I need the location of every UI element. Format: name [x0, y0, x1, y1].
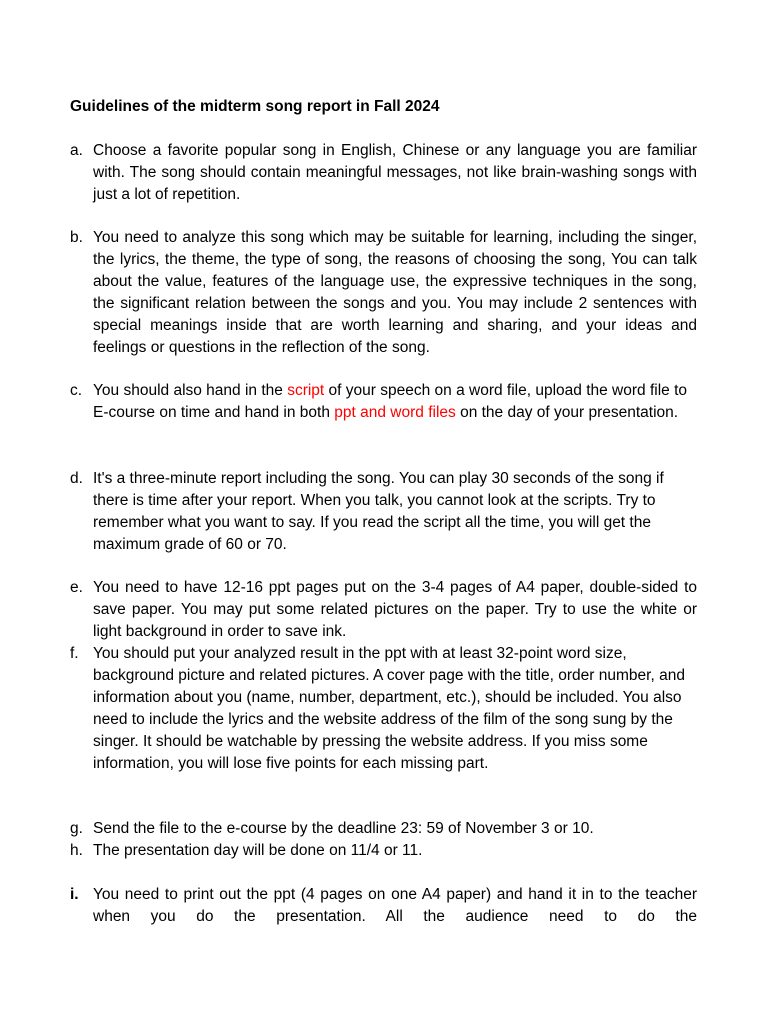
list-item-text: Choose a favorite popular song in English, Chinese or any language you are familiar with. The song should contain meaningful messages, not like brain-washing songs with just a lot of repetition.	[93, 142, 697, 203]
list-marker: f.	[70, 645, 79, 662]
list-item-text: You need to have 12-16 ppt pages put on the 3-4 pages of A4 paper, double-sided to save paper. You may put some related pictures on the paper. Try to use the white or light background in order to save ink.	[93, 579, 697, 640]
list-item-text	[93, 380, 697, 424]
list-marker: i.	[70, 886, 79, 903]
list-item-h	[70, 840, 697, 862]
list-item-f	[70, 643, 697, 775]
list-item-text: You need to analyze this song which may be suitable for learning, including the singer, the lyrics, the theme, the type of song, the reasons of choosing the song, You can talk about the value, features of the language use, the expressive techniques in the song, the significant relation between the songs and you. You may include 2 sentences with special meanings inside that are worth learning and sharing, and your ideas and feelings or questions in the reflection of the song.	[93, 229, 697, 356]
highlight-ppt-word-files: ppt and word files	[334, 404, 456, 421]
highlight-script: script	[287, 382, 325, 399]
list-marker: c.	[70, 382, 83, 399]
list-item-d	[70, 468, 697, 556]
list-item-a	[70, 140, 697, 206]
list-item-i	[70, 884, 697, 928]
text-segment: You should also hand in the	[93, 382, 288, 399]
list-item-text: Send the file to the e-course by the deadline 23: 59 of November 3 or 10.	[93, 820, 594, 837]
text-segment: on the day of your presentation.	[455, 404, 679, 421]
list-item-text: The presentation day will be done on 11/4 or 11.	[93, 842, 423, 859]
list-marker: h.	[70, 842, 83, 859]
list-marker: d.	[70, 470, 83, 487]
list-marker: b.	[70, 229, 83, 246]
list-item-g	[70, 818, 697, 840]
list-item-e	[70, 577, 697, 643]
list-item-text: It's a three-minute report including the song. You can play 30 seconds of the song if there is time after your report. When you talk, you cannot look at the scripts. Try to remember what you want to say. If you read the script all the time, you will get the maximum grade of 60 or 70.	[93, 470, 664, 553]
list-item-b	[70, 227, 697, 359]
list-marker: g.	[70, 820, 83, 837]
list-item-c	[70, 380, 697, 424]
text-segment: of your speech on a word file, upload the word file to E-course on time and hand in both	[93, 382, 687, 421]
list-marker: e.	[70, 579, 83, 596]
document-title: Guidelines of the midterm song report in Fall 2024	[70, 98, 440, 115]
list-marker: a.	[70, 142, 83, 159]
list-item-text: You should put your analyzed result in the ppt with at least 32-point word size, background picture and related pictures. A cover page with the title, order number, and information about you (name, number, department, etc.), should be included. You also need to include the lyrics and the website address of the film of the song sung by the singer. It should be watchable by pressing the website address. If you miss some information, you will lose five points for each missing part.	[93, 645, 685, 772]
list-item-text: You need to print out the ppt (4 pages on one A4 paper) and hand it in to the teacher when you do the presentation. All the audience need to do the	[93, 886, 697, 925]
